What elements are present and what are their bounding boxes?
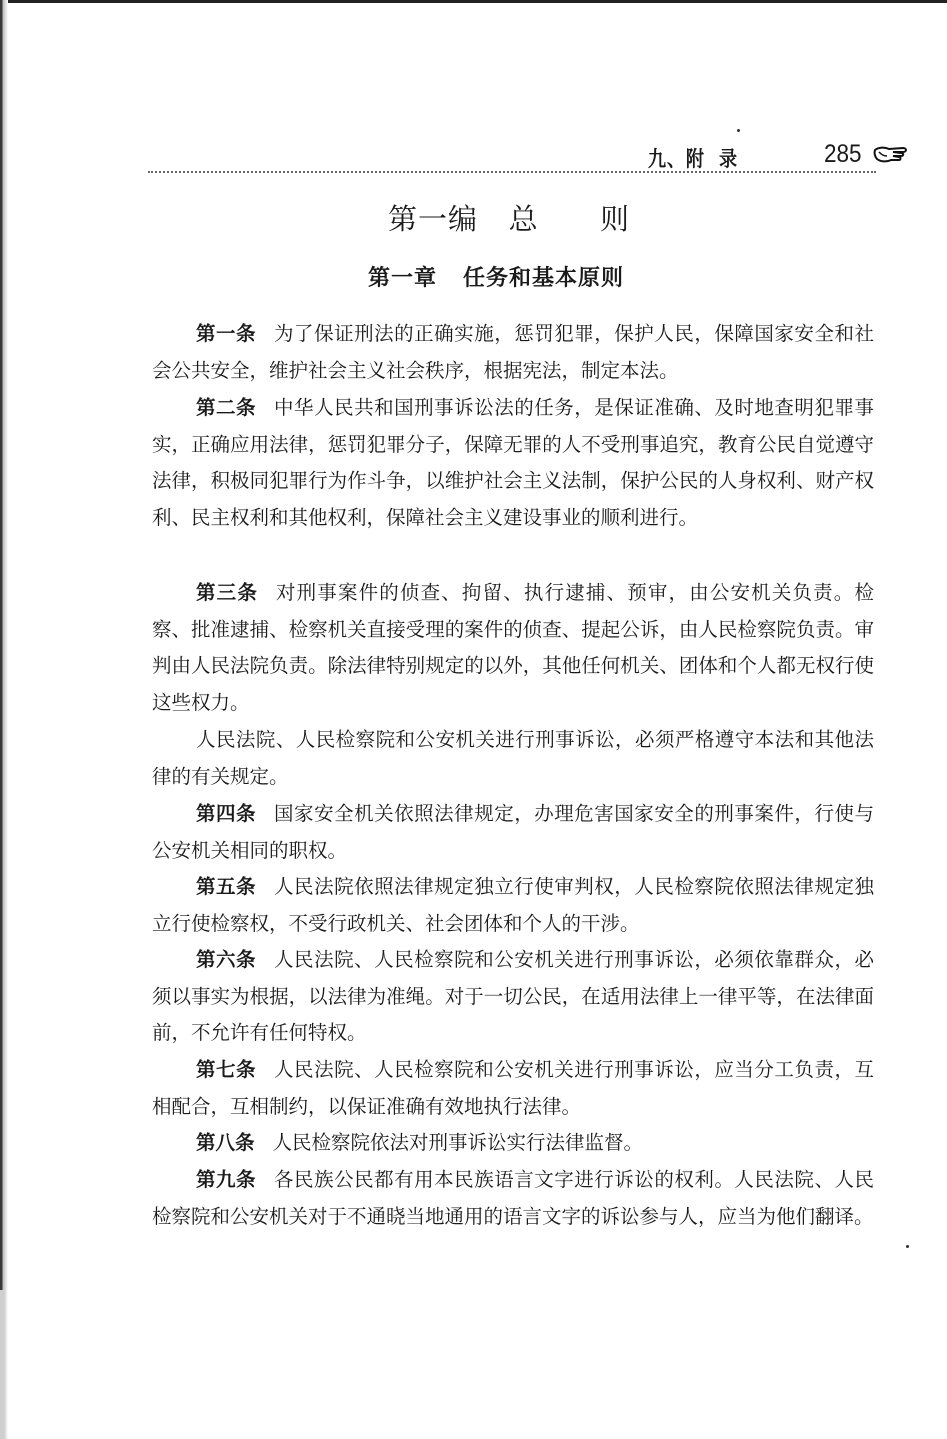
article-text: 人民检察院依法对刑事诉讼实行法律监督。 — [272, 1131, 644, 1154]
article-text: 为了保证刑法的正确实施，惩罚犯罪，保护人民，保障国家安全和社会公共安全，维护社会主义社会秩序，根据宪法，制定本法。 — [152, 322, 874, 382]
scan-edge-strip — [0, 1290, 4, 1439]
article-number: 第一条 — [196, 322, 257, 345]
pointing-hand-icon — [873, 144, 909, 166]
article-number: 第六条 — [196, 948, 257, 971]
article-number: 第七条 — [196, 1058, 257, 1081]
article-1 — [152, 316, 874, 389]
article-text: 人民法院、人民检察院和公安机关进行刑事诉讼，必须依靠群众，必须以事实为根据，以法律为准绳。对于一切公民，在适用法律上一律平等，在法律面前，不允许有任何特权。 — [152, 948, 874, 1044]
running-head-section: 九、附 录 — [648, 147, 738, 171]
article-3-paragraph-2 — [152, 722, 874, 795]
part-title: 第一编 总 则 — [388, 202, 630, 236]
article-number: 第二条 — [196, 396, 257, 419]
article-7 — [152, 1052, 874, 1125]
article-number: 第四条 — [196, 802, 257, 825]
scan-speck — [737, 129, 740, 132]
article-9 — [152, 1162, 874, 1235]
article-6 — [152, 942, 874, 1052]
scan-speck — [906, 1245, 909, 1248]
header-divider — [148, 171, 876, 173]
article-8 — [152, 1125, 874, 1162]
page-number: 285 — [824, 140, 862, 168]
top-border — [0, 0, 947, 3]
article-number: 第八条 — [196, 1131, 255, 1154]
article-text: 人民法院、人民检察院和公安机关进行刑事诉讼，必须严格遵守本法和其他法律的有关规定。 — [152, 728, 874, 788]
article-text: 国家安全机关依照法律规定，办理危害国家安全的刑事案件，行使与公安机关相同的职权。 — [152, 802, 874, 862]
article-number: 第五条 — [196, 875, 257, 898]
scan-edge-shadow — [0, 0, 8, 1439]
article-number: 第三条 — [196, 581, 258, 604]
article-text: 中华人民共和国刑事诉讼法的任务，是保证准确、及时地查明犯罪事实，正确应用法律，惩罚犯罪分子，保障无罪的人不受刑事追究，教育公民自觉遵守法律，积极同犯罪行为作斗争，以维护社会主义法制，保护公民的人身权利、财产权利、民主权利和其他权利，保障社会主义建设事业的顺利进行。 — [152, 396, 874, 529]
article-4 — [152, 796, 874, 869]
article-number: 第九条 — [196, 1168, 257, 1191]
article-text: 人民法院依照法律规定独立行使审判权，人民检察院依照法律规定独立行使检察权，不受行政机关、社会团体和个人的干涉。 — [152, 875, 874, 935]
article-text: 对刑事案件的侦查、拘留、执行逮捕、预审，由公安机关负责。检察、批准逮捕、检察机关直接受理的案件的侦查、提起公诉，由人民检察院负责。审判由人民法院负责。除法律特别规定的以外，其他任何机关、团体和个人都无权行使这些权力。 — [152, 581, 874, 714]
article-text: 人民法院、人民检察院和公安机关进行刑事诉讼，应当分工负责，互相配合，互相制约，以保证准确有效地执行法律。 — [152, 1058, 874, 1118]
article-5 — [152, 869, 874, 942]
article-3 — [152, 575, 874, 721]
article-text: 各民族公民都有用本民族语言文字进行诉讼的权利。人民法院、人民检察院和公安机关对于不通晓当地通用的语言文字的诉讼参与人，应当为他们翻译。 — [152, 1168, 874, 1228]
chapter-title: 第一章 任务和基本原则 — [368, 266, 624, 291]
article-2 — [152, 390, 874, 536]
